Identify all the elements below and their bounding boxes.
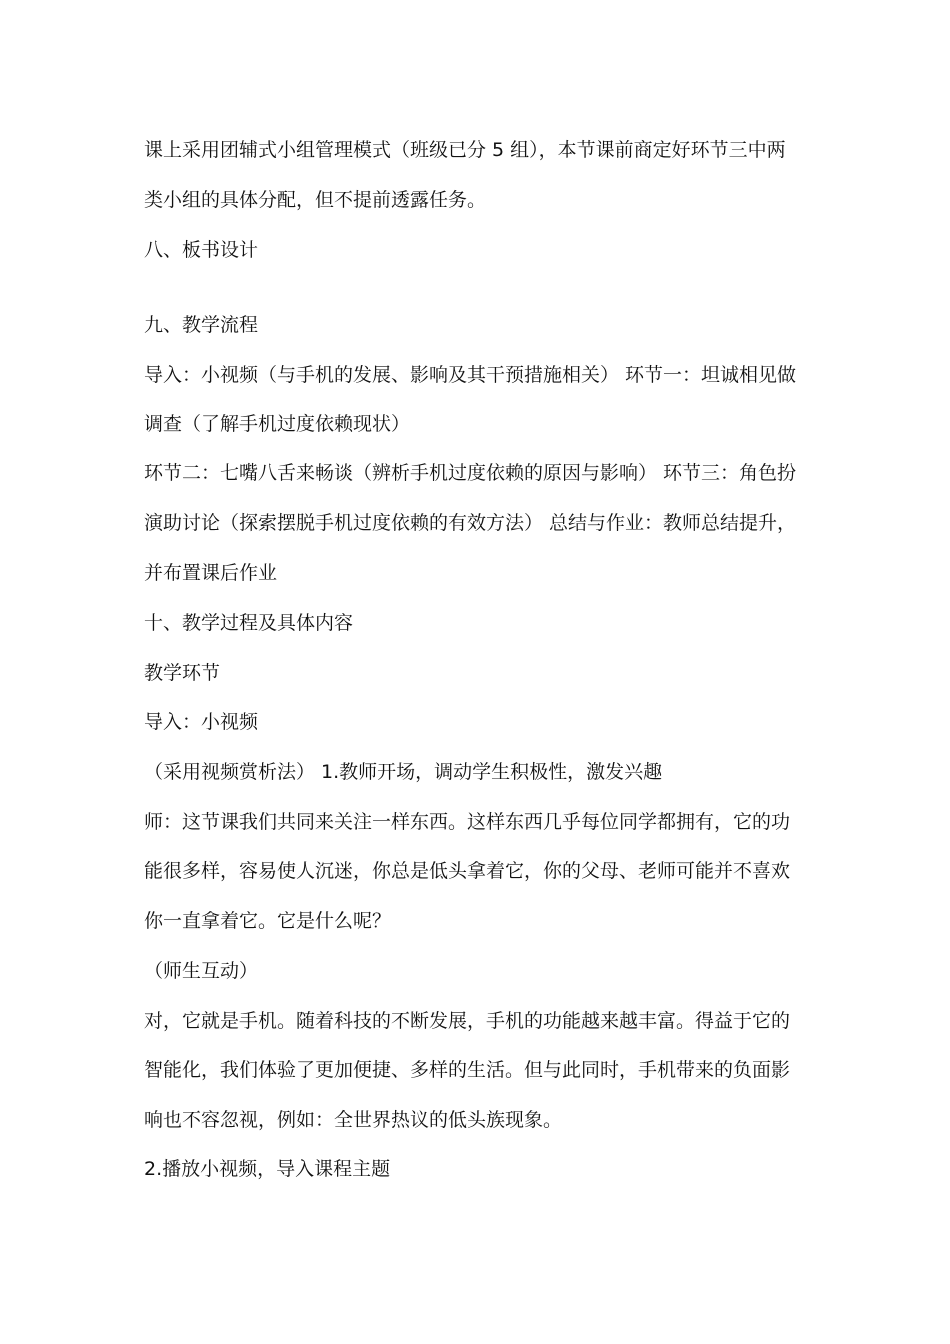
paragraph-line-2: 类小组的具体分配，但不提前透露任务。: [144, 189, 487, 211]
section-heading-8: 八、板书设计: [144, 239, 259, 261]
paragraph-line-6: 调查（了解手机过度依赖现状）: [144, 413, 411, 435]
paragraph-line-20: 响也不容忽视，例如：全世界热议的低头族现象。: [144, 1109, 563, 1131]
paragraph-line-16: 你一直拿着它。它是什么呢？: [144, 910, 392, 932]
paragraph-line-18: 对，它就是手机。随着科技的不断发展，手机的功能越来越丰富。得益于它的: [144, 1010, 791, 1032]
paragraph-line-1: 课上采用团辅式小组管理模式（班级已分 5 组），本节课前商定好环节三中两: [144, 139, 786, 161]
section-heading-9: 九、教学流程: [144, 314, 259, 336]
paragraph-line-15: 能很多样，容易使人沉迷，你总是低头拿着它，你的父母、老师可能并不喜欢: [144, 860, 791, 882]
paragraph-line-17: （师生互动）: [144, 960, 259, 982]
paragraph-line-5: 导入：小视频（与手机的发展、影响及其干预措施相关） 环节一：坦诚相见做: [144, 364, 797, 386]
paragraph-line-19: 智能化，我们体验了更加便捷、多样的生活。但与此同时，手机带来的负面影: [144, 1059, 791, 1081]
paragraph-line-9: 并布置课后作业: [144, 562, 278, 584]
paragraph-line-12: 导入：小视频: [144, 711, 259, 733]
paragraph-line-14: 师：这节课我们共同来关注一样东西。这样东西几乎每位同学都拥有，它的功: [144, 811, 791, 833]
paragraph-line-11: 教学环节: [144, 662, 221, 684]
section-heading-10: 十、教学过程及具体内容: [144, 612, 354, 634]
paragraph-line-7: 环节二：七嘴八舌来畅谈（辨析手机过度依赖的原因与影响） 环节三：角色扮: [144, 462, 797, 484]
paragraph-line-21: 2.播放小视频，导入课程主题: [144, 1158, 391, 1180]
paragraph-line-13: （采用视频赏析法） 1.教师开场，调动学生积极性，激发兴趣: [144, 761, 663, 783]
paragraph-line-8: 演助讨论（探索摆脱手机过度依赖的有效方法） 总结与作业：教师总结提升，: [144, 512, 797, 534]
